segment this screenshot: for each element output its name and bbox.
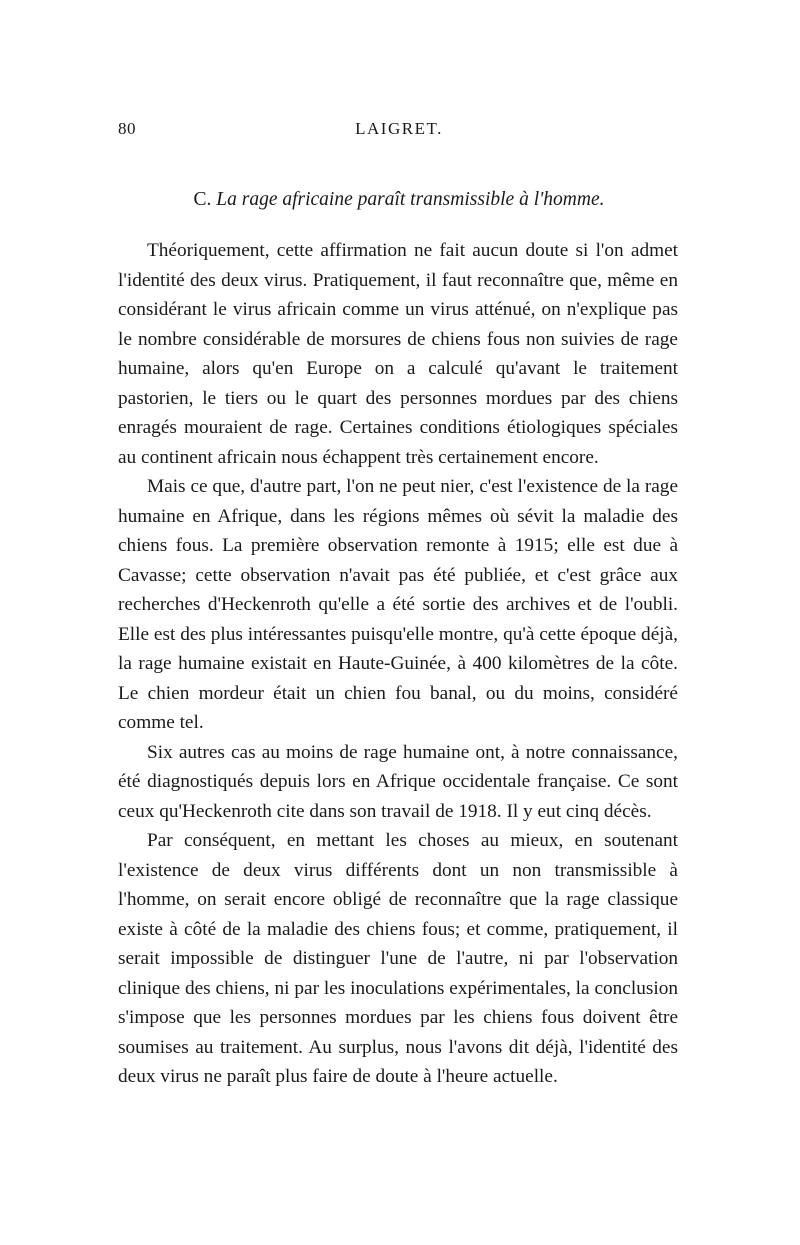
paragraph: Mais ce que, d'autre part, l'on ne peut nier, c'est l'existence de la rage humaine en Afrique, dans les régions mêmes où sévit la maladie des chiens fous. La première observation remonte à 1915; elle est due à Cavasse; cette observation n'avait pas été publiée, et c'est grâce aux recherches d'Heckenroth qu'elle a été sortie des archives et de l'oubli. Elle est des plus intéressantes puisqu'elle montre, qu'à cette époque déjà, la rage humaine existait en Haute-Guinée, à 400 kilomètres de la côte. Le chien mordeur était un chien fou banal, ou du moins, considéré comme tel.: [118, 476, 678, 733]
running-title: LAIGRET.: [355, 119, 443, 138]
section-title: La rage africaine paraît transmissible à l'homme.: [216, 189, 605, 210]
paragraph: Théoriquement, cette affirmation ne fait aucun doute si l'on admet l'identité des deux virus. Pratiquement, il faut reconnaître que, même en considérant le virus africain comme un virus atténué, on n'explique pas le nombre considérable de morsures de chiens fous non suivies de rage humaine, alors qu'en Europe on a calculé qu'avant le traitement pastorien, le tiers ou le quart des personnes mordues par des chiens enragés mouraient de rage. Certaines conditions étiologiques spéciales au continent africain nous échappent très certainement encore.: [118, 240, 678, 468]
section-letter: C.: [193, 189, 212, 210]
body-text: [118, 236, 678, 1092]
running-head: [118, 119, 680, 143]
page-number: 80: [118, 119, 136, 138]
paragraph: Par conséquent, en mettant les choses au mieux, en soutenant l'existence de deux virus différents dont un non transmissible à l'homme, on serait encore obligé de reconnaître que la rage classique existe à côté de la maladie des chiens fous; et comme, pratiquement, il serait impossible de distinguer l'une de l'autre, ni par l'observation clinique des chiens, ni par les inoculations expérimentales, la conclusion s'impose que les personnes mordues par les chiens fous doivent être soumises au traitement. Au surplus, nous l'avons dit déjà, l'identité des deux virus ne paraît plus faire de doute à l'heure actuelle.: [118, 830, 678, 1087]
paragraph: Six autres cas au moins de rage humaine ont, à notre connaissance, été diagnostiqués depuis lors en Afrique occidentale française. Ce sont ceux qu'Heckenroth cite dans son travail de 1918. Il y eut cinq décès.: [118, 741, 678, 822]
section-heading: [118, 189, 680, 211]
